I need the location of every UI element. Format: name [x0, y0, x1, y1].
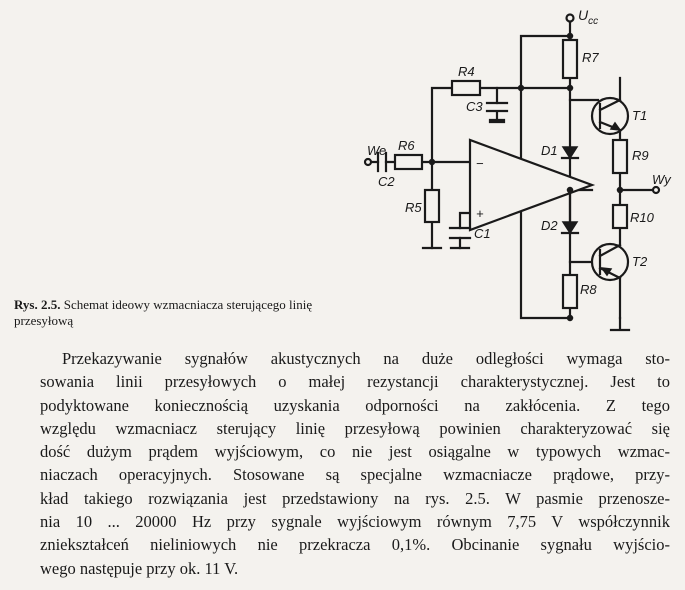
op-amp-plus: +	[476, 206, 484, 221]
supply-label: $U_{cc}$	[578, 7, 599, 27]
paragraph-line: sowania linii przesyłowych o małej rezystancji charakterystycznej. Jest to	[40, 372, 670, 392]
resistor-r6	[395, 155, 422, 169]
paragraph-line: niaczach operacyjnych. Stosowane są specjalne wzmacniacze prądowe, przy-	[40, 465, 670, 485]
plus-wire	[460, 213, 470, 248]
label-c2: C2	[378, 174, 395, 189]
input-label: We	[367, 143, 387, 158]
node	[519, 86, 524, 91]
output-wire	[570, 190, 592, 222]
capacitor-c3	[487, 103, 507, 120]
node	[568, 316, 573, 321]
node	[618, 188, 623, 193]
node	[568, 86, 573, 91]
output-terminal	[653, 187, 659, 193]
paragraph-line: podyktowane koniecznością uzyskania odporności na zakłócenia. Z tego	[40, 395, 670, 415]
paragraph-line: Przekazywanie sygnałów akustycznych na duże odległości wymaga sto-	[62, 349, 670, 368]
label-r9: R9	[632, 148, 649, 163]
paragraph-line: dość dużym prądem wyjściowym, co nie jest osiągalne w typowych wzmac-	[40, 442, 670, 462]
label-r4: R4	[458, 64, 475, 79]
figure-caption	[14, 297, 314, 329]
resistor-r8	[563, 275, 577, 308]
resistor-r4	[452, 81, 480, 95]
transistor-t1	[592, 98, 628, 134]
paragraph-line: zniekształceń nieliniowych nie przekracza 0,1%. Obcinanie sygnału wyjścio-	[40, 535, 670, 555]
label-c1: C1	[474, 226, 491, 241]
resistor-r10	[613, 205, 627, 228]
supply-terminal	[567, 15, 574, 22]
op-amp-minus: −	[476, 156, 484, 171]
resistor-r7	[563, 40, 577, 78]
diode-d2	[563, 222, 577, 233]
paragraph-line: nia 10 ... 20000 Hz przy sygnale wyjściowym równym 7,75 V współczynnik	[40, 512, 670, 532]
capacitor-c1	[450, 228, 470, 238]
label-r8: R8	[580, 282, 597, 297]
node	[568, 188, 573, 193]
label-d2: D2	[541, 218, 558, 233]
paragraph-line: względu wzmacniacz sterujący linię przesyłową powinien charakteryzować się	[40, 418, 670, 438]
resistor-r5	[425, 190, 439, 222]
label-c3: C3	[466, 99, 483, 114]
label-r10: R10	[630, 210, 654, 225]
paragraph-line: wego następuje przy ok. 11 V.	[40, 558, 239, 578]
node	[430, 160, 435, 165]
output-label: Wy	[652, 172, 671, 187]
label-r7: R7	[582, 50, 599, 65]
resistor-r9	[613, 140, 627, 173]
paragraph-line: kład takiego rozwiązania jest przedstawiony na rys. 2.5. W pasmie przenosze-	[40, 488, 670, 508]
label-r5: R5	[405, 200, 422, 215]
diode-d1	[563, 147, 577, 158]
caption-text: Schemat ideowy wzmacniacza sterującego linię przesyłową	[14, 297, 313, 328]
label-t2: T2	[632, 254, 648, 269]
input-terminal	[365, 159, 371, 165]
node	[568, 34, 573, 39]
body-paragraph	[40, 347, 670, 580]
ground-t2	[611, 318, 629, 330]
label-d1: D1	[541, 143, 558, 158]
caption-number: Rys. 2.5.	[14, 297, 61, 312]
label-r6: R6	[398, 138, 415, 153]
label-t1: T1	[632, 108, 648, 123]
